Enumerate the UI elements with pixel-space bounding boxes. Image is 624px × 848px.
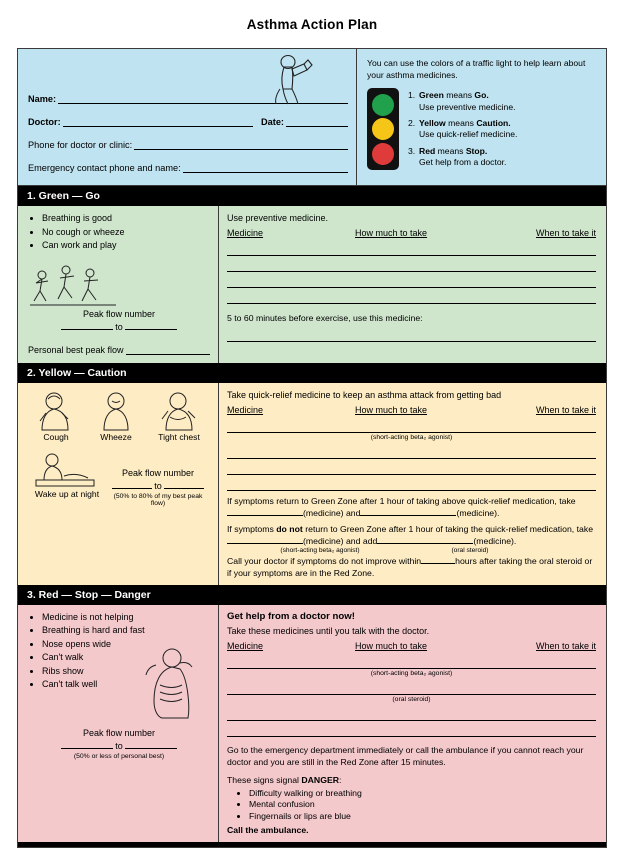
green-exercise-med-row[interactable]: [227, 324, 596, 342]
column-how-much: How much to take: [355, 228, 428, 239]
red-zone-symptoms: [18, 605, 218, 842]
legend-yellow-action: Caution.: [476, 117, 511, 128]
red-peak-flow-from-input[interactable]: [61, 748, 113, 749]
list-item: • Breathing is good: [42, 212, 210, 226]
green-exercise-note: 5 to 60 minutes before exercise, use this medicine:: [227, 313, 423, 324]
green-peak-flow-range[interactable]: [28, 322, 210, 332]
yellow-med-blank-3[interactable]: [227, 543, 303, 544]
yellow-paragraph-3-b: hours after taking the oral steroid or if your symptoms are in the Red Zone.: [227, 555, 593, 578]
legend-yellow-number: 2.: [408, 117, 416, 128]
yellow-zone-symptoms: [18, 383, 218, 585]
wake-at-night-label: Wake up at night: [34, 488, 100, 499]
yellow-peak-flow-to-label: to: [154, 480, 162, 491]
yellow-med-row-1[interactable]: [227, 417, 596, 433]
yellow-caption-beta-2: (short-acting beta₂ agonist): [280, 546, 360, 554]
red-zone-medicines: [218, 605, 606, 842]
list-item: • Can't walk: [42, 651, 210, 665]
legend-items: [408, 88, 517, 170]
list-item: • No cough or wheeze: [42, 226, 210, 240]
list-item: • Medicine is not helping: [42, 611, 210, 625]
red-med-intro: Take these medicines until you talk with the doctor.: [227, 625, 430, 636]
yellow-peak-flow-from-input[interactable]: [112, 488, 152, 489]
yellow-paragraph-2-mid: (medicine) and add: [303, 535, 378, 546]
yellow-peak-flow-note: (50% to 80% of my best peak flow): [113, 492, 203, 507]
field-doctor-input[interactable]: [63, 116, 253, 127]
yellow-call-doctor-note: [227, 555, 596, 579]
green-peak-flow-to-input[interactable]: [125, 329, 177, 330]
legend-yellow-means: means: [448, 117, 474, 128]
legend-red-number: 3.: [408, 145, 416, 156]
column-medicine: Medicine: [227, 404, 264, 415]
yellow-zone-bar: 2. Yellow — Caution: [18, 363, 606, 383]
legend-green-action: Go.: [474, 90, 489, 101]
field-doctor-label: Doctor:: [28, 117, 61, 127]
green-symptom-list: [28, 212, 210, 253]
legend-red-detail: Get help from a doctor.: [419, 156, 507, 167]
legend-item-yellow: [408, 118, 517, 141]
red-peak-flow-to-label: to: [115, 740, 123, 751]
green-peak-flow-to-label: to: [115, 321, 123, 332]
field-emergency-contact[interactable]: [28, 162, 348, 173]
red-peak-flow-label: Peak flow number: [82, 727, 156, 738]
list-item: • Nose opens wide: [42, 638, 210, 652]
red-danger-title-a: These signs signal: [227, 774, 299, 785]
yellow-peak-flow-to-input[interactable]: [164, 488, 204, 489]
traffic-light-legend: [356, 49, 606, 185]
field-emergency-contact-input[interactable]: [183, 162, 348, 173]
red-call-ambulance: Call the ambulance.: [227, 824, 309, 835]
legend-green-color: Green: [419, 90, 444, 101]
legend-red-color: Red: [419, 145, 436, 156]
yellow-paragraph-1-mid: (medicine) and: [303, 507, 361, 518]
cough-label: Cough: [43, 431, 69, 442]
red-emergency-note: Go to the emergency department immediately or call the ambulance if you cannot reach your doctor and you are still in the Red Zone after 15 minutes.: [227, 744, 584, 767]
legend-yellow-color: Yellow: [419, 117, 446, 128]
green-med-row-4[interactable]: [227, 288, 596, 304]
wheeze-figure-icon: [88, 389, 144, 431]
yellow-paragraph-2-end: (medicine).: [473, 535, 517, 546]
inhaler-icon: [262, 53, 322, 105]
personal-best-label: Personal best peak flow: [28, 344, 124, 355]
tight-chest-label: Tight chest: [158, 431, 200, 442]
yellow-return-green-note: [227, 495, 596, 519]
field-name-label: Name:: [28, 94, 57, 104]
red-peak-flow-note: (50% or less of personal best): [73, 752, 165, 760]
list-item: • Fingernails or lips are blue: [249, 811, 596, 823]
cough-figure-icon: [28, 389, 84, 431]
red-med-caption-oral: (oral steroid): [392, 695, 431, 703]
list-item: • Difficulty walking or breathing: [249, 788, 596, 800]
action-plan-form: [17, 48, 607, 848]
tight-chest-figure-icon: [148, 389, 210, 431]
yellow-symptom-figures: [28, 389, 210, 442]
personal-best-row[interactable]: [28, 344, 210, 355]
column-how-much: How much to take: [355, 404, 428, 415]
green-med-row-1[interactable]: [227, 240, 596, 256]
legend-green-means: means: [446, 90, 473, 101]
red-zone-bar: 3. Red — Stop — Danger: [18, 585, 606, 605]
field-clinic-phone-input[interactable]: [134, 139, 348, 150]
column-how-much: How much to take: [355, 640, 428, 651]
personal-best-input[interactable]: [126, 344, 210, 355]
green-med-row-2[interactable]: [227, 256, 596, 272]
list-item: • Breathing is hard and fast: [42, 624, 210, 638]
green-med-intro: Use preventive medicine.: [227, 213, 329, 223]
yellow-zone: [18, 383, 606, 585]
legend-red-means: means: [437, 145, 464, 156]
red-peak-flow-range[interactable]: [28, 741, 210, 751]
red-danger-sign-list: [227, 788, 596, 823]
column-medicine: Medicine: [227, 228, 264, 239]
red-med-row-1[interactable]: [227, 653, 596, 669]
green-zone: [18, 206, 606, 363]
column-when: When to take it: [535, 640, 596, 651]
field-date-input[interactable]: [286, 116, 348, 127]
yellow-med-row-4[interactable]: [227, 475, 596, 491]
yellow-med-blank-4[interactable]: [377, 543, 473, 544]
traffic-light-icon: [367, 88, 399, 170]
yellow-not-return-green-note: [227, 523, 596, 547]
red-med-columns: [227, 641, 596, 651]
yellow-peak-flow-range[interactable]: [106, 481, 210, 491]
legend-intro: You can use the colors of a traffic light to help learn about your asthma medicines.: [367, 58, 586, 80]
red-danger-title-b: DANGER: [301, 774, 340, 785]
yellow-paragraph-2-b: return to Green Zone after 1 hour of taking the quick-relief medication, take: [305, 523, 594, 534]
yellow-med-blank-2[interactable]: [360, 515, 456, 516]
green-zone-symptoms: [18, 206, 218, 363]
form-bottom-bar: [18, 842, 606, 847]
green-peak-flow-from-input[interactable]: [61, 329, 113, 330]
list-item: • Can't talk well: [42, 678, 210, 692]
yellow-med-row-2[interactable]: [227, 443, 596, 459]
patient-info-block: [18, 49, 356, 185]
column-when: When to take it: [535, 404, 596, 415]
yellow-zone-medicines: [218, 383, 606, 585]
page-title: Asthma Action Plan: [246, 17, 378, 32]
red-med-caption-beta: (short-acting beta₂ agonist): [370, 669, 453, 677]
green-zone-bar: 1. Green — Go: [18, 186, 606, 206]
column-when: When to take it: [535, 228, 596, 239]
column-medicine: Medicine: [227, 640, 264, 651]
red-med-row-4[interactable]: [227, 721, 596, 737]
red-med-row-3[interactable]: [227, 705, 596, 721]
green-activity-figure-icon: [28, 261, 210, 307]
field-clinic-phone[interactable]: [28, 139, 348, 150]
yellow-med-columns: [227, 405, 596, 415]
list-item: • Can work and play: [42, 239, 210, 253]
legend-item-green: [408, 90, 517, 113]
yellow-paragraph-1-end: (medicine).: [456, 507, 500, 518]
legend-red-action: Stop.: [465, 145, 488, 156]
red-get-help-heading: Get help from a doctor now!: [227, 610, 355, 622]
wheeze-label: Wheeze: [100, 431, 132, 442]
legend-yellow-detail: Use quick-relief medicine.: [419, 129, 518, 140]
red-distress-figure-icon: [132, 645, 202, 719]
field-doctor-date[interactable]: [28, 116, 348, 127]
legend-green-detail: Use preventive medicine.: [419, 101, 516, 112]
yellow-paragraph-1-text: If symptoms return to Green Zone after 1 hour of taking above quick-relief medication, take: [227, 495, 576, 506]
header-section: [18, 49, 606, 186]
yellow-hours-blank[interactable]: [421, 563, 455, 564]
red-bulb-icon: [372, 143, 394, 165]
yellow-peak-flow-label: Peak flow number: [121, 467, 195, 478]
green-peak-flow-label: Peak flow number: [82, 308, 156, 319]
yellow-caption-oral: (oral steroid): [451, 546, 489, 554]
green-med-row-3[interactable]: [227, 272, 596, 288]
yellow-med-intro: Take quick-relief medicine to keep an asthma attack from getting bad: [227, 389, 502, 400]
red-danger-heading: [227, 774, 596, 786]
green-med-columns: [227, 228, 596, 238]
green-bulb-icon: [372, 94, 394, 116]
red-danger-title-c: :: [339, 774, 342, 785]
yellow-paragraph-2-bold: do not: [276, 523, 303, 534]
legend-item-red: [408, 146, 517, 169]
yellow-paragraph-2-a: If symptoms: [227, 523, 274, 534]
yellow-med-blank-1[interactable]: [227, 515, 303, 516]
legend-green-number: 1.: [408, 90, 416, 101]
field-clinic-phone-label: Phone for doctor or clinic:: [28, 140, 133, 150]
yellow-bulb-icon: [372, 118, 394, 140]
red-zone: [18, 605, 606, 842]
red-med-row-2[interactable]: [227, 679, 596, 695]
list-item: • Ribs show: [42, 665, 210, 679]
field-emergency-contact-label: Emergency contact phone and name:: [28, 163, 181, 173]
yellow-med-caption-beta: (short-acting beta₂ agonist): [370, 433, 453, 441]
wake-at-night-figure-icon: [28, 448, 106, 488]
red-peak-flow-to-input[interactable]: [125, 748, 177, 749]
list-item: • Mental confusion: [249, 799, 596, 811]
yellow-med-row-3[interactable]: [227, 459, 596, 475]
yellow-paragraph-3-a: Call your doctor if symptoms do not improve within: [227, 555, 422, 566]
green-zone-medicines: [218, 206, 606, 363]
field-date-label: Date:: [261, 117, 284, 127]
